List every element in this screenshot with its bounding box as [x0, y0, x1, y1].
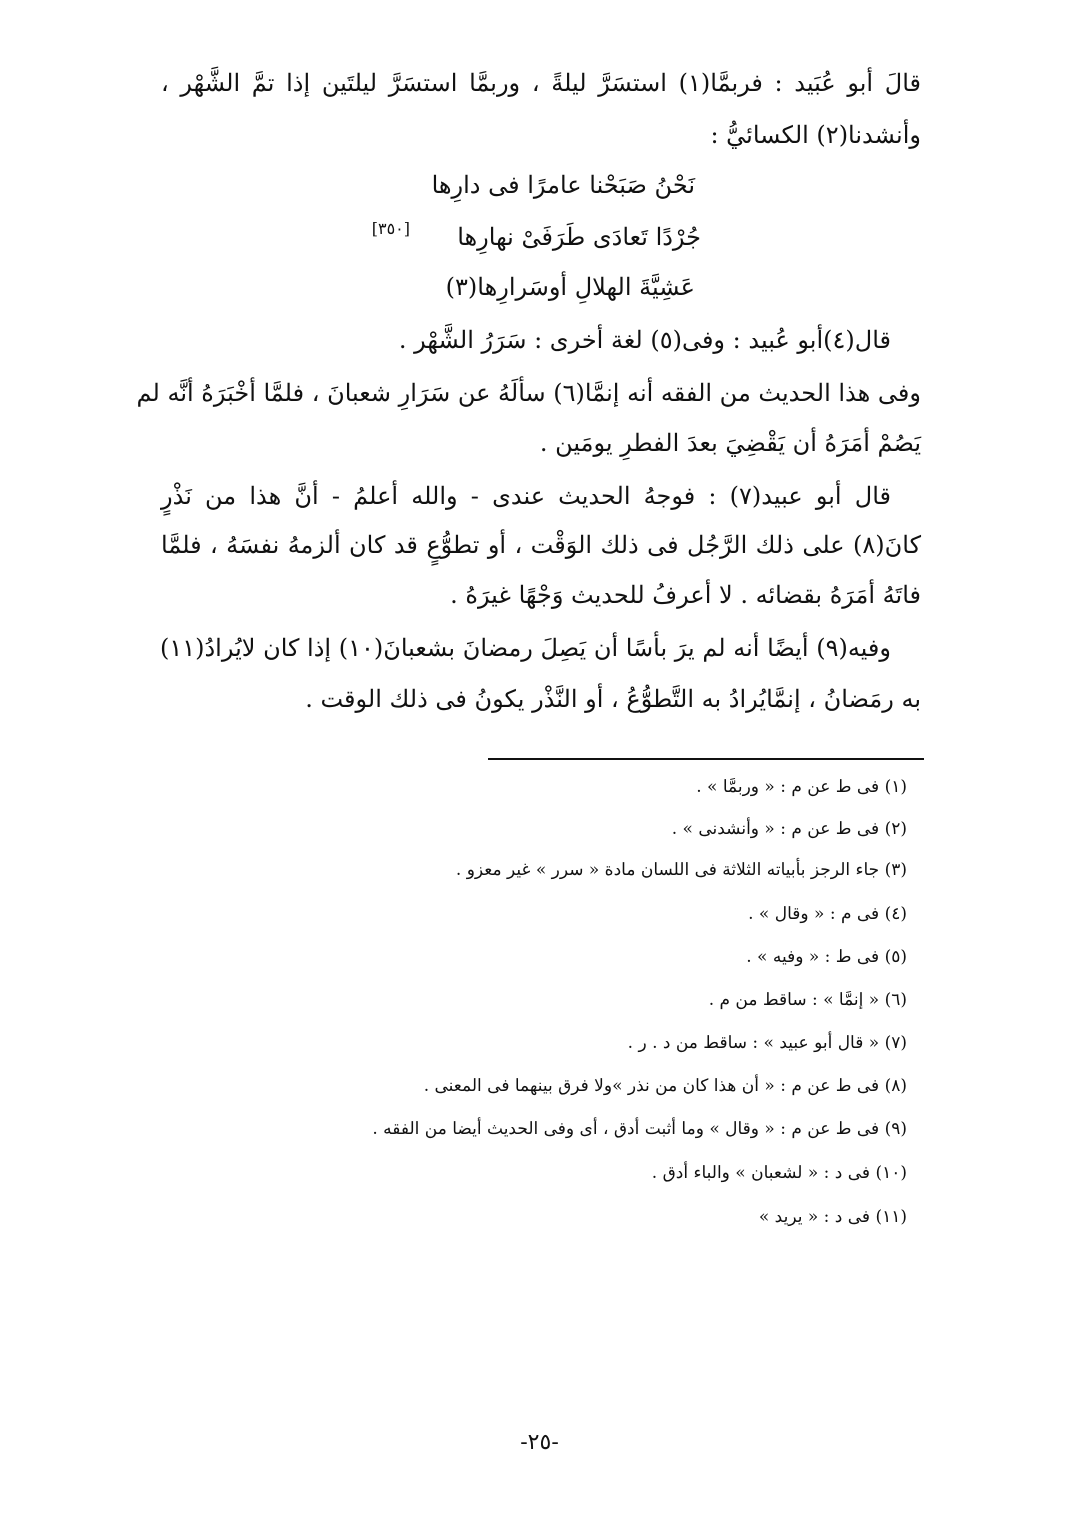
footnote-6: (٦) « إنمَّا » : ساقط من م . [708, 990, 907, 1010]
body-line-7: كانَ(٨) على ذلك الرَّجُل فى ذلك الوَقْت ، أو تطوُّعٍ قد كان ألزمهُ نفسَهُ ، فلمَّا [161, 531, 921, 559]
footnote-9: (٩) فى ط عن م : « وقال » وما أثبت أدق ، أى وفى الحديث أيضا من الفقه . [372, 1119, 907, 1139]
body-line-6: قال أبو عبيد(٧) : فوجهُ الحديث عندى - والله أعلمُ - أنَّ هذا من نَذْرٍ [161, 482, 891, 510]
footnote-5: (٥) فى ط : « وفيه » . [746, 947, 907, 967]
footnote-3: (٣) جاء الرجز بأبياته الثلاثة فى اللسان مادة « سرر » غير معزو . [455, 860, 907, 880]
body-line-8: فاتَهُ أمَرَهُ بقضائه . لا أعرفُ للحديث وَجْهًا غيرَهُ . [450, 581, 921, 609]
footnote-10: (١٠) فى د : « لشعبان » والباء أدق . [651, 1163, 907, 1183]
verse-line-3: عَشِيَّةَ الهلالِ أوسَرارِها(٣) [445, 273, 695, 301]
page-number: -٢٥- [520, 1430, 559, 1455]
body-line-9: وفيه(٩) أيضًا أنه لم يرَ بأسًا أن يَصِلَ رمضانَ بشعبانَ(١٠) إذا كان لايُرادُ(١١) [159, 634, 891, 662]
body-line-1: قالَ أبو عُبَيد : فربمَّا(١) استسَرَّ ليلةً ، وربمَّا استسَرَّ ليلتَين إذا تمَّ الشَّهْر ، [161, 69, 921, 97]
body-line-10: به رمَضانُ ، إنمَّايُرادُ به التَّطوُّعُ ، أو النَّذْر يكونُ فى ذلك الوقت . [305, 685, 921, 713]
footnote-4: (٤) فى م : « وقال » . [748, 904, 907, 924]
body-line-5: يَصُمْ أمَرَهُ أن يَقْضِيَ بعدَ الفطرِ يومَين . [539, 429, 921, 457]
footnote-1: (١) فى ط عن م : « وربمَّا » . [696, 777, 907, 797]
body-line-4: وفى هذا الحديث من الفقه أنه إنمَّا(٦) سألَهُ عن سَرَارِ شعبانَ ، فلمَّا أخْبَرَهُ أنَّه لم [136, 379, 921, 407]
body-line-2: وأنشدنا(٢) الكسائيُّ : [710, 121, 921, 149]
footnote-8: (٨) فى ط عن م : « أن هذا كان من نذر »ولا فرق بينهما فى المعنى . [423, 1076, 907, 1096]
verse-line-1: نَحْنُ صَبَحْنا عامرًا فى دارِها [431, 171, 695, 199]
page-marker: [٣٥٠] [371, 219, 410, 238]
verse-line-2: جُرْدًا تَعادَى طَرَفَىْ نهارِها [457, 223, 701, 251]
footnote-separator [488, 758, 924, 760]
body-line-3: قال(٤)أبو عُبيد : وفى(٥) لغة أخرى : سَرَرُ الشَّهْر . [398, 326, 891, 354]
footnote-11: (١١) فى د : « يريد » [758, 1207, 907, 1227]
footnote-7: (٧) « قال أبو عبيد » : ساقط من د . ر . [627, 1033, 907, 1053]
footnote-2: (٢) فى ط عن م : « وأنشدنى » . [671, 819, 907, 839]
